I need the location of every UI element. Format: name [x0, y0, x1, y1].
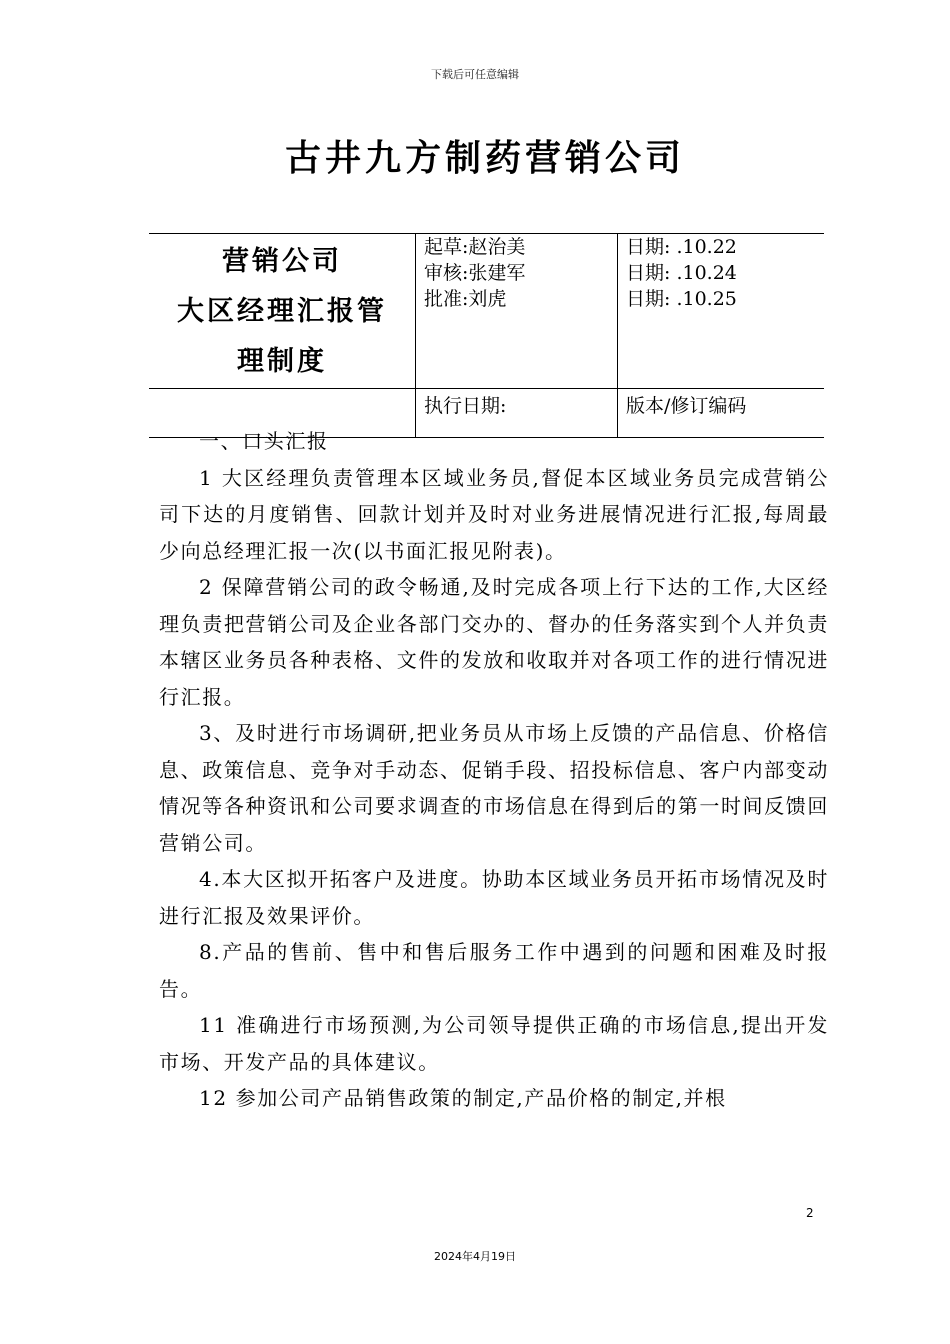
document-name-line: 营销公司 [222, 246, 342, 277]
signoff-cell [416, 234, 618, 389]
draft-date: 日期: .10.22 [626, 236, 737, 258]
paragraph: 12 参加公司产品销售政策的制定,产品价格的制定,并根 [199, 1086, 727, 1110]
execution-date: 执行日期: [416, 389, 618, 438]
footer-date: 2024年4月19日 [434, 1250, 516, 1263]
paragraph: 3、及时进行市场调研,把业务员从市场上反馈的产品信息、价格信息、政策信息、竞争对手动态、促销手段、招投标信息、客户内部变动情况等各种资讯和公司要求调查的市场信息在得到后的第一时间反馈回营销公司。 [159, 721, 829, 855]
document-body [159, 423, 829, 1117]
approve-by: 批准:刘虎 [424, 288, 507, 310]
document-meta-table [149, 233, 824, 438]
document-name-cell [149, 234, 416, 389]
section-heading: 一、口头汇报 [199, 429, 329, 453]
draft-by: 起草:赵治美 [424, 236, 526, 258]
header-note: 下载后可任意编辑 [431, 68, 519, 81]
document-title: 古井九方制药营销公司 [284, 137, 685, 179]
paragraph: 11 准确进行市场预测,为公司领导提供正确的市场信息,提出开发市场、开发产品的具体建议。 [159, 1013, 829, 1074]
paragraph: 4.本大区拟开拓客户及进度。协助本区域业务员开拓市场情况及时进行汇报及效果评价。 [159, 867, 829, 928]
review-date: 日期: .10.24 [626, 262, 737, 284]
page-number: 2 [806, 1206, 814, 1220]
paragraph: 8.产品的售前、售中和售后服务工作中遇到的问题和困难及时报告。 [159, 940, 829, 1001]
dates-cell [618, 234, 825, 389]
version-code: 版本/修订编码 [618, 389, 825, 438]
document-name-line: 大区经理汇报管 [177, 296, 387, 327]
paragraph: 1 大区经理负责管理本区域业务员,督促本区域业务员完成营销公司下达的月度销售、回款计划并及时对业务进展情况进行汇报,每周最少向总经理汇报一次(以书面汇报见附表)。 [159, 465, 829, 563]
meta-row-approvals [149, 234, 824, 389]
paragraph: 2 保障营销公司的政令畅通,及时完成各项上行下达的工作,大区经理负责把营销公司及企业各部门交办的、督办的任务落实到个人并负责本辖区业务员各种表格、文件的发放和收取并对各项工作的进行情况进行汇报。 [159, 575, 829, 709]
review-by: 审核:张建军 [424, 262, 526, 284]
document-name-line: 理制度 [237, 346, 327, 377]
approve-date: 日期: .10.25 [626, 288, 737, 310]
